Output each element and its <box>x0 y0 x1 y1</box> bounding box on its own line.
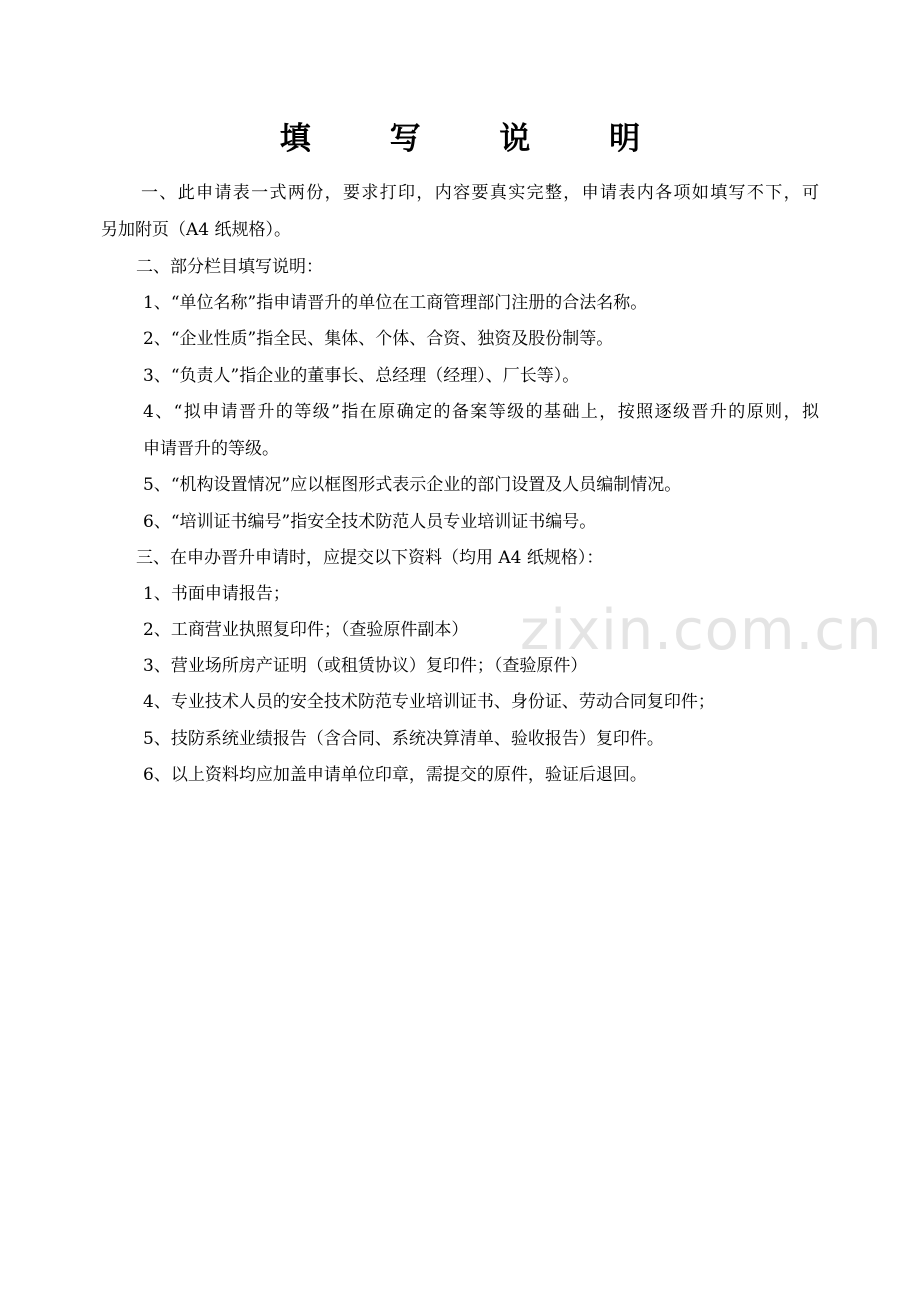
section-1-line-2: 另加附页（A4 纸规格）。 <box>101 220 291 240</box>
section-3-item-5: 5、技防系统业绩报告（含合同、系统决算清单、验收报告）复印件。 <box>143 729 664 749</box>
section-2-item-3: 3、“负责人”指企业的董事长、总经理（经理）、厂长等）。 <box>143 366 580 386</box>
section-2-item-5: 5、“机构设置情况”应以框图形式表示企业的部门设置及人员编制情况。 <box>143 475 682 495</box>
section-3-heading: 三、在申办晋升申请时，应提交以下资料（均用 A4 纸规格）： <box>136 548 604 568</box>
section-2-item-2: 2、“企业性质”指全民、集体、个体、合资、独资及股份制等。 <box>143 329 614 349</box>
section-2-item-4-line-1: 4、“拟申请晋升的等级”指在原确定的备案等级的基础上，按照逐级晋升的原则，拟 <box>143 402 819 422</box>
section-2-item-1: 1、“单位名称”指申请晋升的单位在工商管理部门注册的合法名称。 <box>143 293 648 313</box>
section-3-item-3: 3、营业场所房产证明（或租赁协议）复印件；（查验原件） <box>143 656 588 676</box>
section-2-item-4-line-2: 申请晋升的等级。 <box>143 439 279 459</box>
section-2-heading: 二、部分栏目填写说明： <box>136 257 323 277</box>
section-3-item-6: 6、以上资料均应加盖申请单位印章，需提交的原件，验证后退回。 <box>143 765 647 785</box>
watermark: zixin.com.cn <box>520 598 883 663</box>
section-3-item-2: 2、工商营业执照复印件；（查验原件副本） <box>143 620 469 640</box>
section-3-item-1: 1、书面申请报告； <box>143 584 290 604</box>
page-title: 填 写 说 明 <box>279 121 675 157</box>
section-2-item-6: 6、“培训证书编号”指安全技术防范人员专业培训证书编号。 <box>143 512 597 532</box>
section-1-line-1: 一、此申请表一式两份，要求打印，内容要真实完整，申请表内各项如填写不下，可 <box>141 183 819 203</box>
section-3-item-4: 4、专业技术人员的安全技术防范专业培训证书、身份证、劳动合同复印件； <box>143 692 715 712</box>
